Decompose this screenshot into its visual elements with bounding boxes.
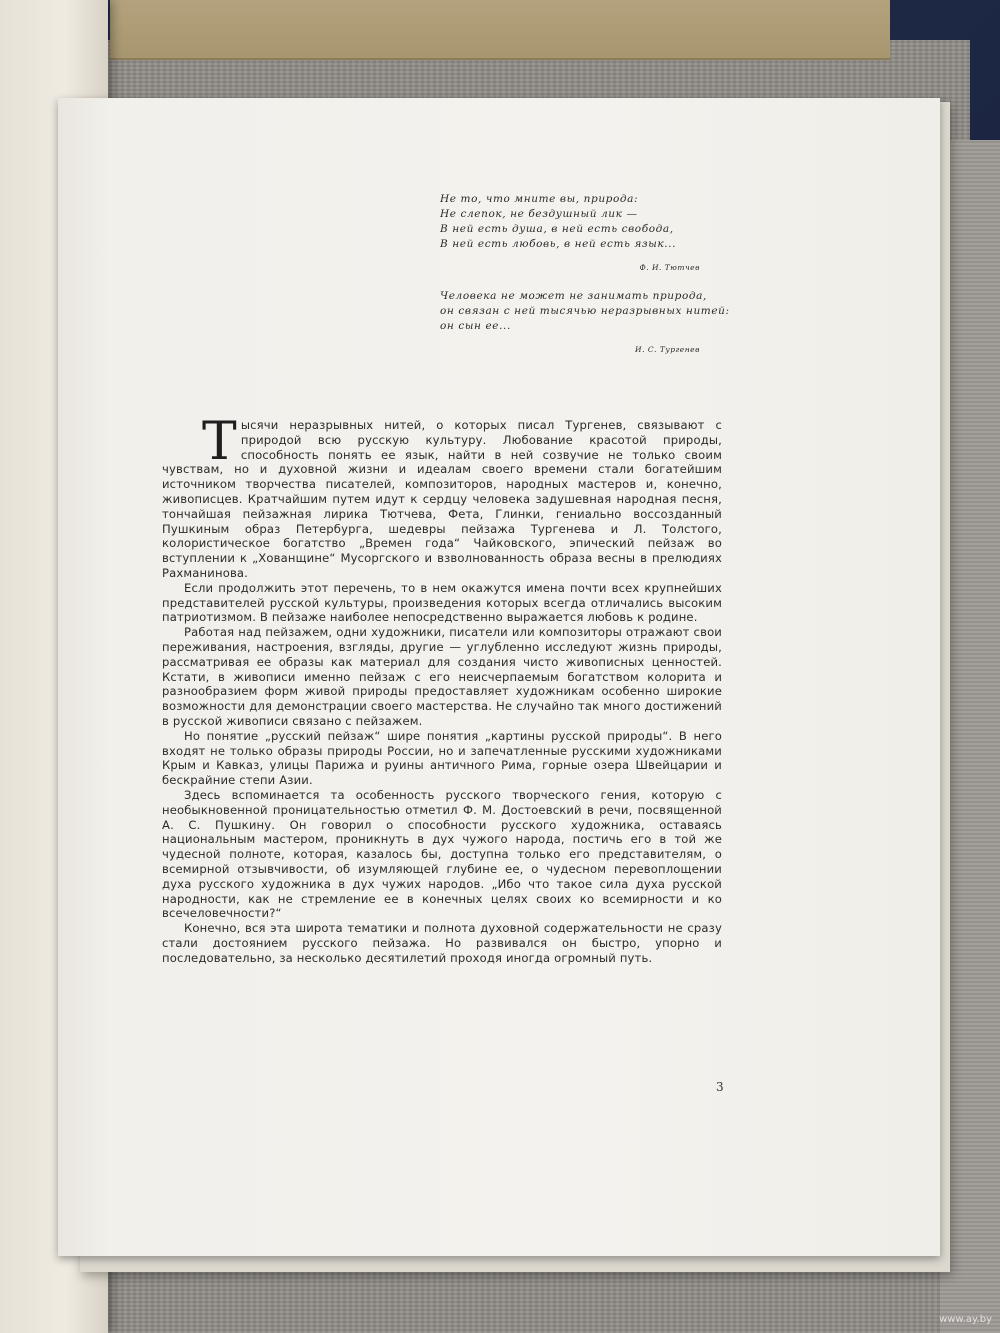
prose-line: он связан с ней тысячью неразрывных нитей: [440,305,730,317]
paragraph: Конечно, вся эта широта тематики и полнота духовной содержательности не сразу стали достоянием русского пейзажа. Но развивался он быстро, упорно и последовательно, за несколько десятилетий проходя иногда огромный путь. [162,921,722,965]
verse-author: Ф. И. Тютчев [639,263,700,272]
prose-author: И. С. Тургенев [635,345,700,354]
prose-line: он сын ее... [440,320,511,332]
cardboard-lid [110,0,890,60]
verse-line: Не слепок, не бездушный лик — [440,208,638,220]
watermark: www.ay.by [939,1314,992,1325]
paragraph: Работая над пейзажем, одни художники, писатели или композиторы отражают свои переживания, настроения, взгляды, другие — углубленно исследуют жизнь природы, рассматривая ее образы как материал для создания чисто живописных ценностей. Кстати, в живописи именно пейзаж с его неисчерпаемым богатством колорита и разнообразием форм живой природы предоставляет художникам особенно широкие возможности для демонстрации своего мастерства. Не случайно так много достижений в русской живописи связано с пейзажем. [162,625,722,728]
body-text [162,412,722,965]
verse-line: Не то, что мните вы, природа: [440,193,639,205]
paragraph: Если продолжить этот перечень, то в нем окажутся имена почти всех крупнейших представителей русской культуры, произведения которых всегда отличались высоким патриотизмом. В пейзаже наиболее непосредственно выражается любовь к родине. [162,580,722,625]
epigraph [440,192,730,357]
paragraph: Здесь вспоминается та особенность русского творческого гения, которую с необыкновенной проницательностью отметил Ф. М. Достоевский в речи, посвященной А. С. Пушкину. Он говорил о способности русского художника, оставаясь национальным мастером, проникнуть в дух чужого народа, постичь его в той же чудесной полноте, которая, казалось бы, доступна только его представителям, о всемирной отзывчивости, об изумляющей глубине ее, о чудесном перевоплощении духа русского художника в дух чужих народов. „Ибо что такое сила духа русской народности, как не стремление ее в конечных целях своих ко всемирности и ко всечеловечности?“ [162,787,722,921]
paragraph [162,412,722,581]
prose-line: Человека не может не занимать природа, [440,290,707,302]
drop-cap: Т [202,412,237,472]
page-number: 3 [716,1080,724,1094]
verse-line: В ней есть душа, в ней есть свобода, [440,223,674,235]
verse-line: В ней есть любовь, в ней есть язык... [440,238,677,250]
paragraph-text: ысячи неразрывных нитей, о которых писал Тургенев, связывают с природой всю русскую культуру. Любование красотой природы, способность понять ее язык, найти в ней созвучие не только своим чувствам, но и духовной жизни и идеалам своего времени стали богатейшим источником творчества писателей, композиторов, народных мастеров и, конечно, живописцев. Кратчайшим путем идут к сердцу человека задушевная народная песня, тончайшая пейзажная лирика Тютчева, Фета, Глинки, гениально воссозданный Пушкиным образ Петербурга, шедевры пейзажа Тургенева и Л. Толстого, колористическое богатство „Времен года“ Чайковского, эпический пейзаж во вступлении к „Хованщине“ Мусоргского и взволнованность образа весны в прелюдиях Рахманинова. [162,418,722,580]
paragraph: Но понятие „русский пейзаж“ шире понятия „картины русской природы“. В него входят не только образы природы России, но и запечатленные русскими художниками Крым и Кавказ, улицы Парижа и руины античного Рима, горные озера Швейцарии и бескрайние степи Азии. [162,728,722,788]
